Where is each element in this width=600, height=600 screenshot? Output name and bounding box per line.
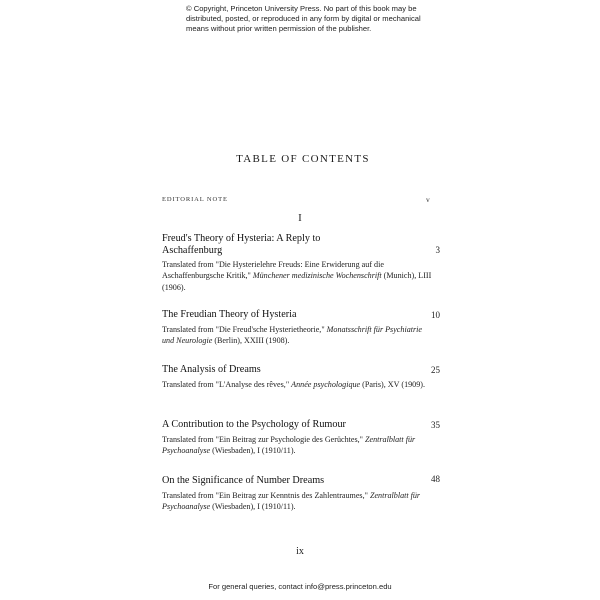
entry-source-text: (Paris), XV (1909). (360, 379, 425, 389)
entry-page-number: 3 (435, 245, 440, 255)
contact-footer: For general queries, contact info@press.princeton.edu (208, 582, 392, 591)
entry-page-number: 25 (431, 365, 440, 375)
entry-source-journal: Année psychologique (291, 379, 361, 389)
entry-source-text: Translated from "Die Freud'sche Hysterietheorie," (162, 324, 327, 334)
entry-page-number: 35 (431, 420, 440, 430)
entry-title (162, 364, 432, 376)
entry-source (162, 490, 432, 513)
entry-title-line: On the Significance of Number Dreams (162, 475, 325, 486)
toc-heading: TABLE OF CONTENTS (236, 153, 370, 165)
entry-source-text: (Berlin), XXIII (1908). (212, 335, 290, 345)
entry-source-journal: Zentralblatt für Psychoanalyse (162, 434, 416, 455)
editorial-note-label: EDITORIAL NOTE (162, 196, 228, 203)
entry-source-text: (Wiesbaden), I (1910/11). (210, 501, 296, 511)
entry-source-text: Translated from "Ein Beitrag zur Psychologie des Gerüchtes," (162, 434, 365, 444)
entry-page-number: 48 (431, 474, 440, 484)
entry-title (162, 475, 432, 487)
entry-source-text: Translated from "Ein Beitrag zur Kenntnis des Zahlentraumes," (162, 490, 370, 500)
entry-title (162, 233, 432, 256)
copyright-notice (186, 4, 426, 35)
entry-source (162, 434, 432, 457)
editorial-note-page: v (426, 195, 430, 204)
copyright-line-3: means without prior written permission of the publisher. (186, 24, 372, 34)
entry-page-number: 10 (431, 310, 440, 320)
entry-source-text: (Munich), LIII (1906). (162, 271, 432, 292)
entry-source-text: Translated from "Die Hysterielehre Freuds: Eine Erwiderung auf die Aschaffenburgsche Kritik," (162, 260, 384, 281)
part-numeral: I (298, 212, 302, 224)
entry-source-journal: Münchener medizinische Wochenschrift (252, 271, 382, 281)
toc-entry (162, 364, 440, 390)
entry-source-journal: Monatsschrift für Psychiatrie und Neurologie (162, 324, 422, 345)
entry-title-line: A Contribution to the Psychology of Rumour (162, 419, 346, 430)
entry-source-text: Translated from "L'Analyse des rêves," (162, 379, 292, 389)
entry-source (162, 259, 432, 293)
copyright-line-1: © Copyright, Princeton University Press. No part of this book may be (186, 4, 417, 13)
entry-title-line: The Freudian Theory of Hysteria (162, 309, 297, 320)
toc-entry (162, 233, 440, 293)
toc-entry (162, 474, 440, 512)
entry-title (162, 419, 432, 431)
toc-entry (162, 419, 440, 456)
entry-source (162, 379, 432, 390)
entry-title-line: The Analysis of Dreams (162, 364, 261, 375)
entry-title-line: Freud's Theory of Hysteria: A Reply to (162, 233, 321, 244)
entry-source (162, 324, 432, 347)
page-number: ix (296, 546, 304, 557)
entry-title-line: Aschaffenburg (162, 244, 223, 256)
entry-source-journal: Zentralblatt für Psychoanalyse (162, 490, 421, 511)
entry-title (162, 309, 432, 321)
entry-source-text: (Wiesbaden), I (1910/11). (210, 445, 296, 455)
copyright-line-2: distributed, posted, or reproduced in any form by digital or mechanical (186, 14, 421, 24)
toc-entry (162, 309, 440, 346)
